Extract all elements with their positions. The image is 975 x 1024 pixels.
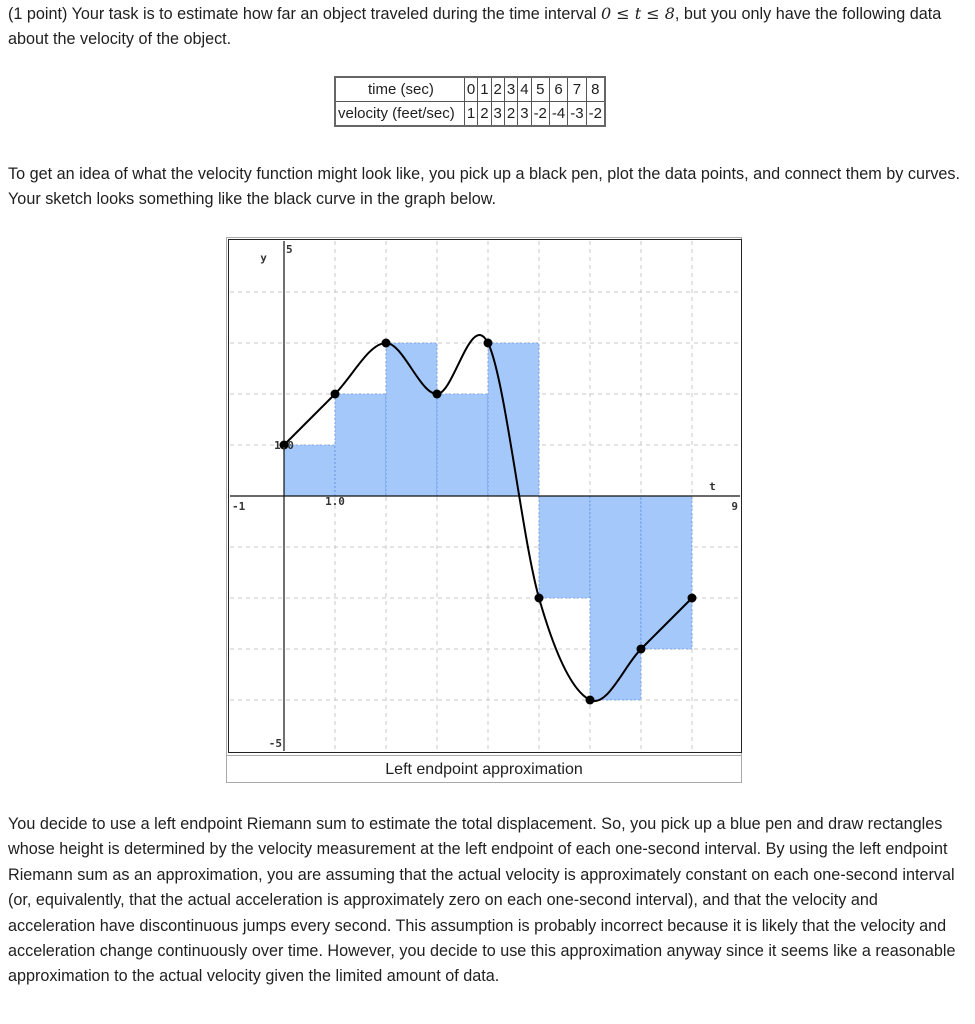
riemann-rectangle bbox=[539, 496, 590, 598]
time-cell: 1 bbox=[478, 77, 491, 102]
riemann-paragraph: You decide to use a left endpoint Riemann sum to estimate the total displacement. So, you pick up a blue pen and draw rectangles whose height is determined by the velocity measurement at the left endpoint of each one-second interval. By using the left endpoint Riemann sum as an approximation, you are assuming that the actual velocity is approximately constant on each one-second interval (or, equivalently, that the actual acceleration is approximately zero on each one-second interval), and that the velocity and acceleration have discontinuous jumps every second. This assumption is probably incorrect because it is likely that the velocity and acceleration change continuously over time. However, you decide to use this approximation anyway since it seems like a reasonable approximation to the actual velocity given the limited amount of data. bbox=[8, 815, 956, 986]
velocity-cell: 3 bbox=[518, 102, 531, 127]
velocity-graph bbox=[228, 239, 742, 753]
riemann-rectangle bbox=[590, 496, 641, 700]
riemann-rectangle bbox=[641, 496, 692, 649]
data-point bbox=[382, 339, 391, 348]
velocity-cell: 1 bbox=[464, 102, 477, 127]
riemann-rectangle bbox=[284, 445, 335, 496]
graph-caption: Left endpoint approximation bbox=[227, 755, 741, 784]
time-cell: 7 bbox=[568, 77, 586, 102]
y-max-tick-label: 5 bbox=[286, 243, 293, 256]
time-cell: 8 bbox=[586, 77, 605, 102]
x-max-tick-label: 9 bbox=[731, 500, 738, 513]
data-point bbox=[688, 594, 697, 603]
y-one-tick-label: 1.0 bbox=[274, 439, 294, 452]
time-row bbox=[335, 77, 605, 102]
velocity-cell: 2 bbox=[504, 102, 517, 127]
velocity-cell: -2 bbox=[586, 102, 605, 127]
velocity-row bbox=[335, 102, 605, 127]
data-point bbox=[637, 645, 646, 654]
data-point bbox=[535, 594, 544, 603]
data-point bbox=[433, 390, 442, 399]
time-cell: 3 bbox=[504, 77, 517, 102]
velocity-cell: 3 bbox=[491, 102, 504, 127]
riemann-rectangle bbox=[386, 343, 437, 496]
velocity-cell: 2 bbox=[478, 102, 491, 127]
velocity-header: velocity (feet/sec) bbox=[335, 102, 464, 127]
x-one-tick-label: 1.0 bbox=[325, 495, 345, 508]
y-min-tick-label: -5 bbox=[268, 737, 282, 750]
data-point bbox=[484, 339, 493, 348]
time-cell: 2 bbox=[491, 77, 504, 102]
riemann-rectangle bbox=[437, 394, 488, 496]
interval-math: 0 ≤ t ≤ 8 bbox=[600, 4, 675, 23]
intro-paragraph bbox=[8, 1, 963, 53]
y-axis-label: y bbox=[260, 251, 267, 265]
velocity-cell: -4 bbox=[549, 102, 567, 127]
velocity-cell: -3 bbox=[568, 102, 586, 127]
intro-text-b: , but you only have the following data about the velocity of the object. bbox=[8, 5, 942, 49]
riemann-rectangle bbox=[335, 394, 386, 496]
time-cell: 0 bbox=[464, 77, 477, 102]
time-cell: 4 bbox=[518, 77, 531, 102]
sketch-paragraph: To get an idea of what the velocity function might look like, you pick up a black pen, plot the data points, and connect them by curves. Your sketch looks something like the black curve in the graph below. bbox=[8, 165, 961, 209]
time-header: time (sec) bbox=[335, 77, 464, 102]
time-cell: 5 bbox=[531, 77, 549, 102]
velocity-data-table bbox=[334, 76, 606, 127]
intro-text-a: (1 point) Your task is to estimate how far an object traveled during the time interval bbox=[8, 5, 601, 23]
time-cell: 6 bbox=[549, 77, 567, 102]
velocity-cell: -2 bbox=[531, 102, 549, 127]
x-axis-label: t bbox=[709, 480, 716, 493]
graph-container bbox=[226, 237, 742, 783]
data-point bbox=[586, 696, 595, 705]
data-point bbox=[331, 390, 340, 399]
x-min-tick-label: -1 bbox=[232, 500, 246, 513]
